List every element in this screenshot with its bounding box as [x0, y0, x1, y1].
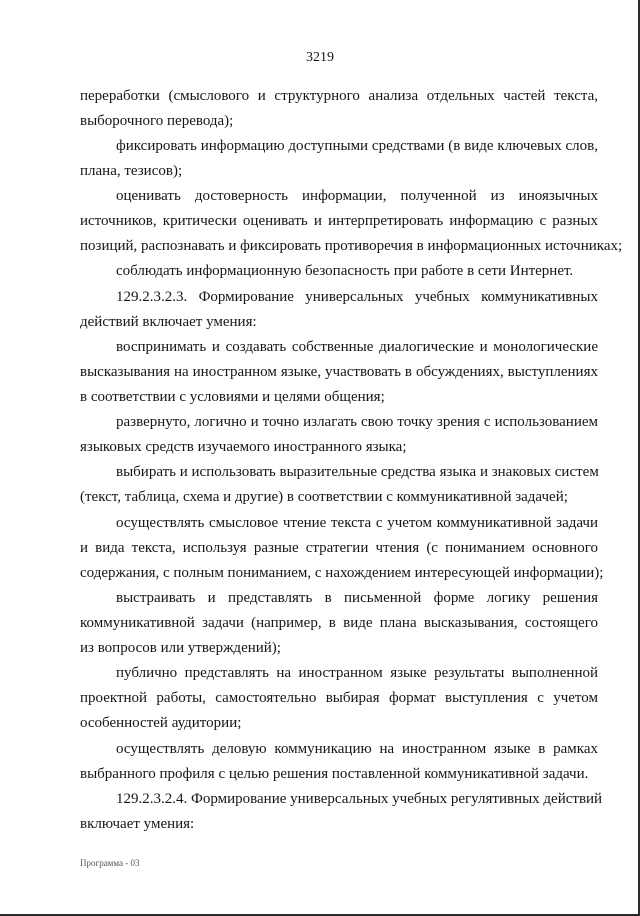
text-line: выбирать и использовать выразительные средства языка и знаковых систем	[116, 464, 599, 480]
text-line: позиций, распознавать и фиксировать противоречия в информационных источниках;	[80, 238, 623, 254]
text-line: и вида текста, используя разные стратегии чтения (с пониманием основного	[80, 540, 598, 556]
text-line: выстраивать и представлять в письменной форме логику решения	[116, 590, 598, 606]
text-line: оценивать достоверность информации, полученной из иноязычных	[116, 188, 598, 204]
text-line: публично представлять на иностранном языке результаты выполненной	[116, 665, 598, 681]
text-line: переработки (смыслового и структурного анализа отдельных частей текста,	[80, 88, 598, 104]
text-line: выборочного перевода);	[80, 113, 234, 129]
text-line: содержания, с полным пониманием, с нахождением интересующей информации);	[80, 565, 604, 581]
text-line: осуществлять смысловое чтение текста с учетом коммуникативной задачи	[116, 515, 598, 531]
text-line: развернуто, логично и точно излагать свою точку зрения с использованием	[116, 414, 598, 430]
text-line: 129.2.3.2.3. Формирование универсальных учебных коммуникативных	[116, 289, 598, 305]
text-line: действий включает умения:	[80, 314, 257, 330]
text-line: 129.2.3.2.4. Формирование универсальных учебных регулятивных действий	[116, 791, 603, 807]
text-line: коммуникативной задачи (например, в виде плана высказывания, состоящего	[80, 615, 598, 631]
text-line: соблюдать информационную безопасность при работе в сети Интернет.	[116, 263, 574, 279]
text-line: высказывания на иностранном языке, участвовать в обсуждениях, выступлениях	[80, 364, 598, 380]
text-line: (текст, таблица, схема и другие) в соответствии с коммуникативной задачей;	[80, 489, 568, 505]
text-line: источников, критически оценивать и интерпретировать информацию с разных	[80, 213, 598, 229]
footer-note: Программа - 03	[80, 858, 140, 868]
text-line: включает умения:	[80, 816, 195, 832]
text-line: плана, тезисов);	[80, 163, 183, 179]
text-line: воспринимать и создавать собственные диалогические и монологические	[116, 339, 598, 355]
text-line: фиксировать информацию доступными средствами (в виде ключевых слов,	[116, 138, 598, 154]
text-line: из вопросов или утверждений);	[80, 640, 281, 656]
text-line: осуществлять деловую коммуникацию на иностранном языке в рамках	[116, 741, 598, 757]
text-line: языковых средств изучаемого иностранного языка;	[80, 439, 407, 455]
text-line: выбранного профиля с целью решения поставленной коммуникативной задачи.	[80, 766, 589, 782]
text-line: в соответствии с условиями и целями общения;	[80, 389, 385, 405]
page-number: 3219	[306, 50, 334, 65]
text-line: проектной работы, самостоятельно выбирая формат выступления с учетом	[80, 690, 598, 706]
text-line: особенностей аудитории;	[80, 715, 242, 731]
